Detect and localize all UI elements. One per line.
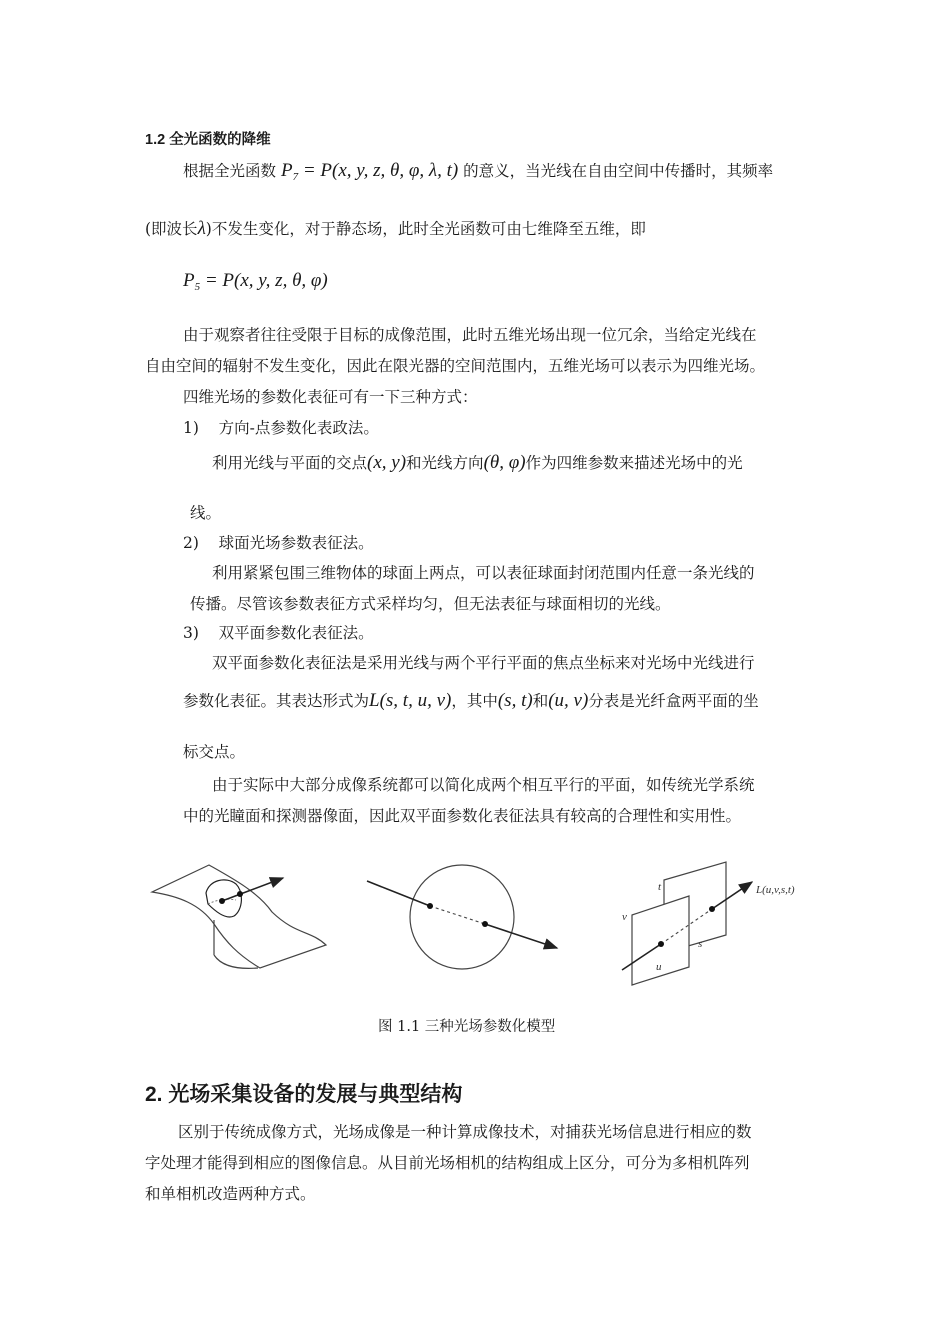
formula-st: (s, t) [497, 690, 533, 711]
formula-xy: (x, y) [367, 452, 407, 473]
formula-L: L(s, t, u, v) [369, 690, 452, 711]
text-segment: ，其中 [451, 692, 498, 710]
list-title: 球面光场参数表征法。 [218, 534, 374, 552]
list-item-1-body-end: 线。 [190, 504, 222, 522]
formula-body: = P(x, y, z, θ, φ) [204, 270, 328, 291]
text-segment: )不发生变化，对于静态场，此时全光函数可由七维降至五维，即 [205, 220, 646, 238]
list-item-2-body: 利用紧紧包围三维物体的球面上两点，可以表征球面封闭范围内任意一条光线的 [212, 564, 755, 582]
text-segment: 利用光线与平面的交点 [212, 454, 368, 472]
label-v: v [622, 911, 627, 923]
label-u: u [656, 961, 662, 973]
list-number: 3) [183, 624, 199, 642]
paragraph-line: 和单相机改造两种方式。 [145, 1185, 316, 1203]
list-title: 双平面参数化表征法。 [218, 624, 374, 642]
text-segment: 和光线方向 [406, 454, 484, 472]
label-t: t [658, 881, 662, 893]
formula-subscript: 5 [194, 281, 201, 293]
formula-symbol: P [183, 270, 195, 291]
list-title: 方向-点参数化表政法。 [218, 419, 379, 437]
paragraph-line: 由于观察者往往受限于目标的成像范围，此时五维光场出现一位冗余，当给定光线在 [183, 326, 757, 344]
text-segment: 根据全光函数 [183, 162, 277, 180]
paragraph-line: 字处理才能得到相应的图像信息。从目前光场相机的结构组成上区分，可分为多相机阵列 [145, 1154, 750, 1172]
list-item-2-title [183, 532, 374, 554]
diagram-two-plane [622, 862, 795, 985]
formula-symbol: P [280, 160, 293, 181]
formula-p5 [183, 270, 328, 294]
text-segment: (即波长 [145, 220, 198, 238]
section-heading-1-2: 1.2 全光函数的降维 [145, 132, 271, 148]
figure-parameterization-models [0, 860, 950, 1000]
list-item-3-body [183, 690, 759, 712]
text-segment: 作为四维参数来描述光场中的光 [525, 454, 743, 472]
section-heading-2: 2. 光场采集设备的发展与典型结构 [145, 1083, 463, 1106]
label-s: s [698, 938, 703, 950]
list-item-3-body: 双平面参数化表征法是采用光线与两个平行平面的焦点坐标来对光场中光线进行 [212, 654, 755, 672]
text-segment: 和 [532, 692, 549, 710]
text-segment: 参数化表征。其表达形式为 [183, 692, 370, 710]
formula-lambda: λ [197, 218, 206, 239]
formula-subscript: 7 [292, 171, 299, 183]
list-number: 1) [183, 419, 199, 437]
paragraph-line: 区别于传统成像方式，光场成像是一种计算成像技术，对捕获光场信息进行相应的数 [178, 1123, 752, 1141]
paragraph-line: 自由空间的辐射不发生变化，因此在限光器的空间范围内，五维光场可以表示为四维光场。 [145, 357, 766, 375]
figure-caption: 图 1.1 三种光场参数化模型 [378, 1019, 556, 1035]
list-item-3-title [183, 622, 374, 644]
diagram-direction-point [152, 865, 326, 968]
list-item-3-body-end: 标交点。 [183, 743, 246, 761]
formula-theta-phi: (θ, φ) [483, 452, 526, 473]
list-item-1-title [183, 417, 379, 439]
label-L: L(u,v,s,t) [756, 884, 795, 896]
paragraph-line: 四维光场的参数化表征可有一下三种方式： [183, 388, 478, 406]
text-segment: 分表是光纤盒两平面的坐 [588, 692, 759, 710]
text-segment: 的意义，当光线在自由空间中传播时，其频率 [463, 162, 774, 180]
paragraph-plenoptic-line1 [183, 160, 773, 184]
formula-uv: (u, v) [548, 690, 589, 711]
paragraph-line: 由于实际中大部分成像系统都可以简化成两个相互平行的平面，如传统光学系统 [212, 776, 755, 794]
list-item-1-body [212, 452, 743, 474]
formula-p7 [281, 160, 458, 181]
paragraph-plenoptic-line2 [145, 218, 646, 240]
diagram-sphere [367, 865, 557, 969]
list-item-2-body: 传播。尽管该参数表征方式采样均匀，但无法表征与球面相切的光线。 [190, 595, 671, 613]
list-number: 2) [183, 534, 199, 552]
formula-body: = P(x, y, z, θ, φ, λ, t) [302, 160, 459, 181]
paragraph-line: 中的光瞳面和探测器像面，因此双平面参数化表征法具有较高的合理性和实用性。 [183, 807, 742, 825]
